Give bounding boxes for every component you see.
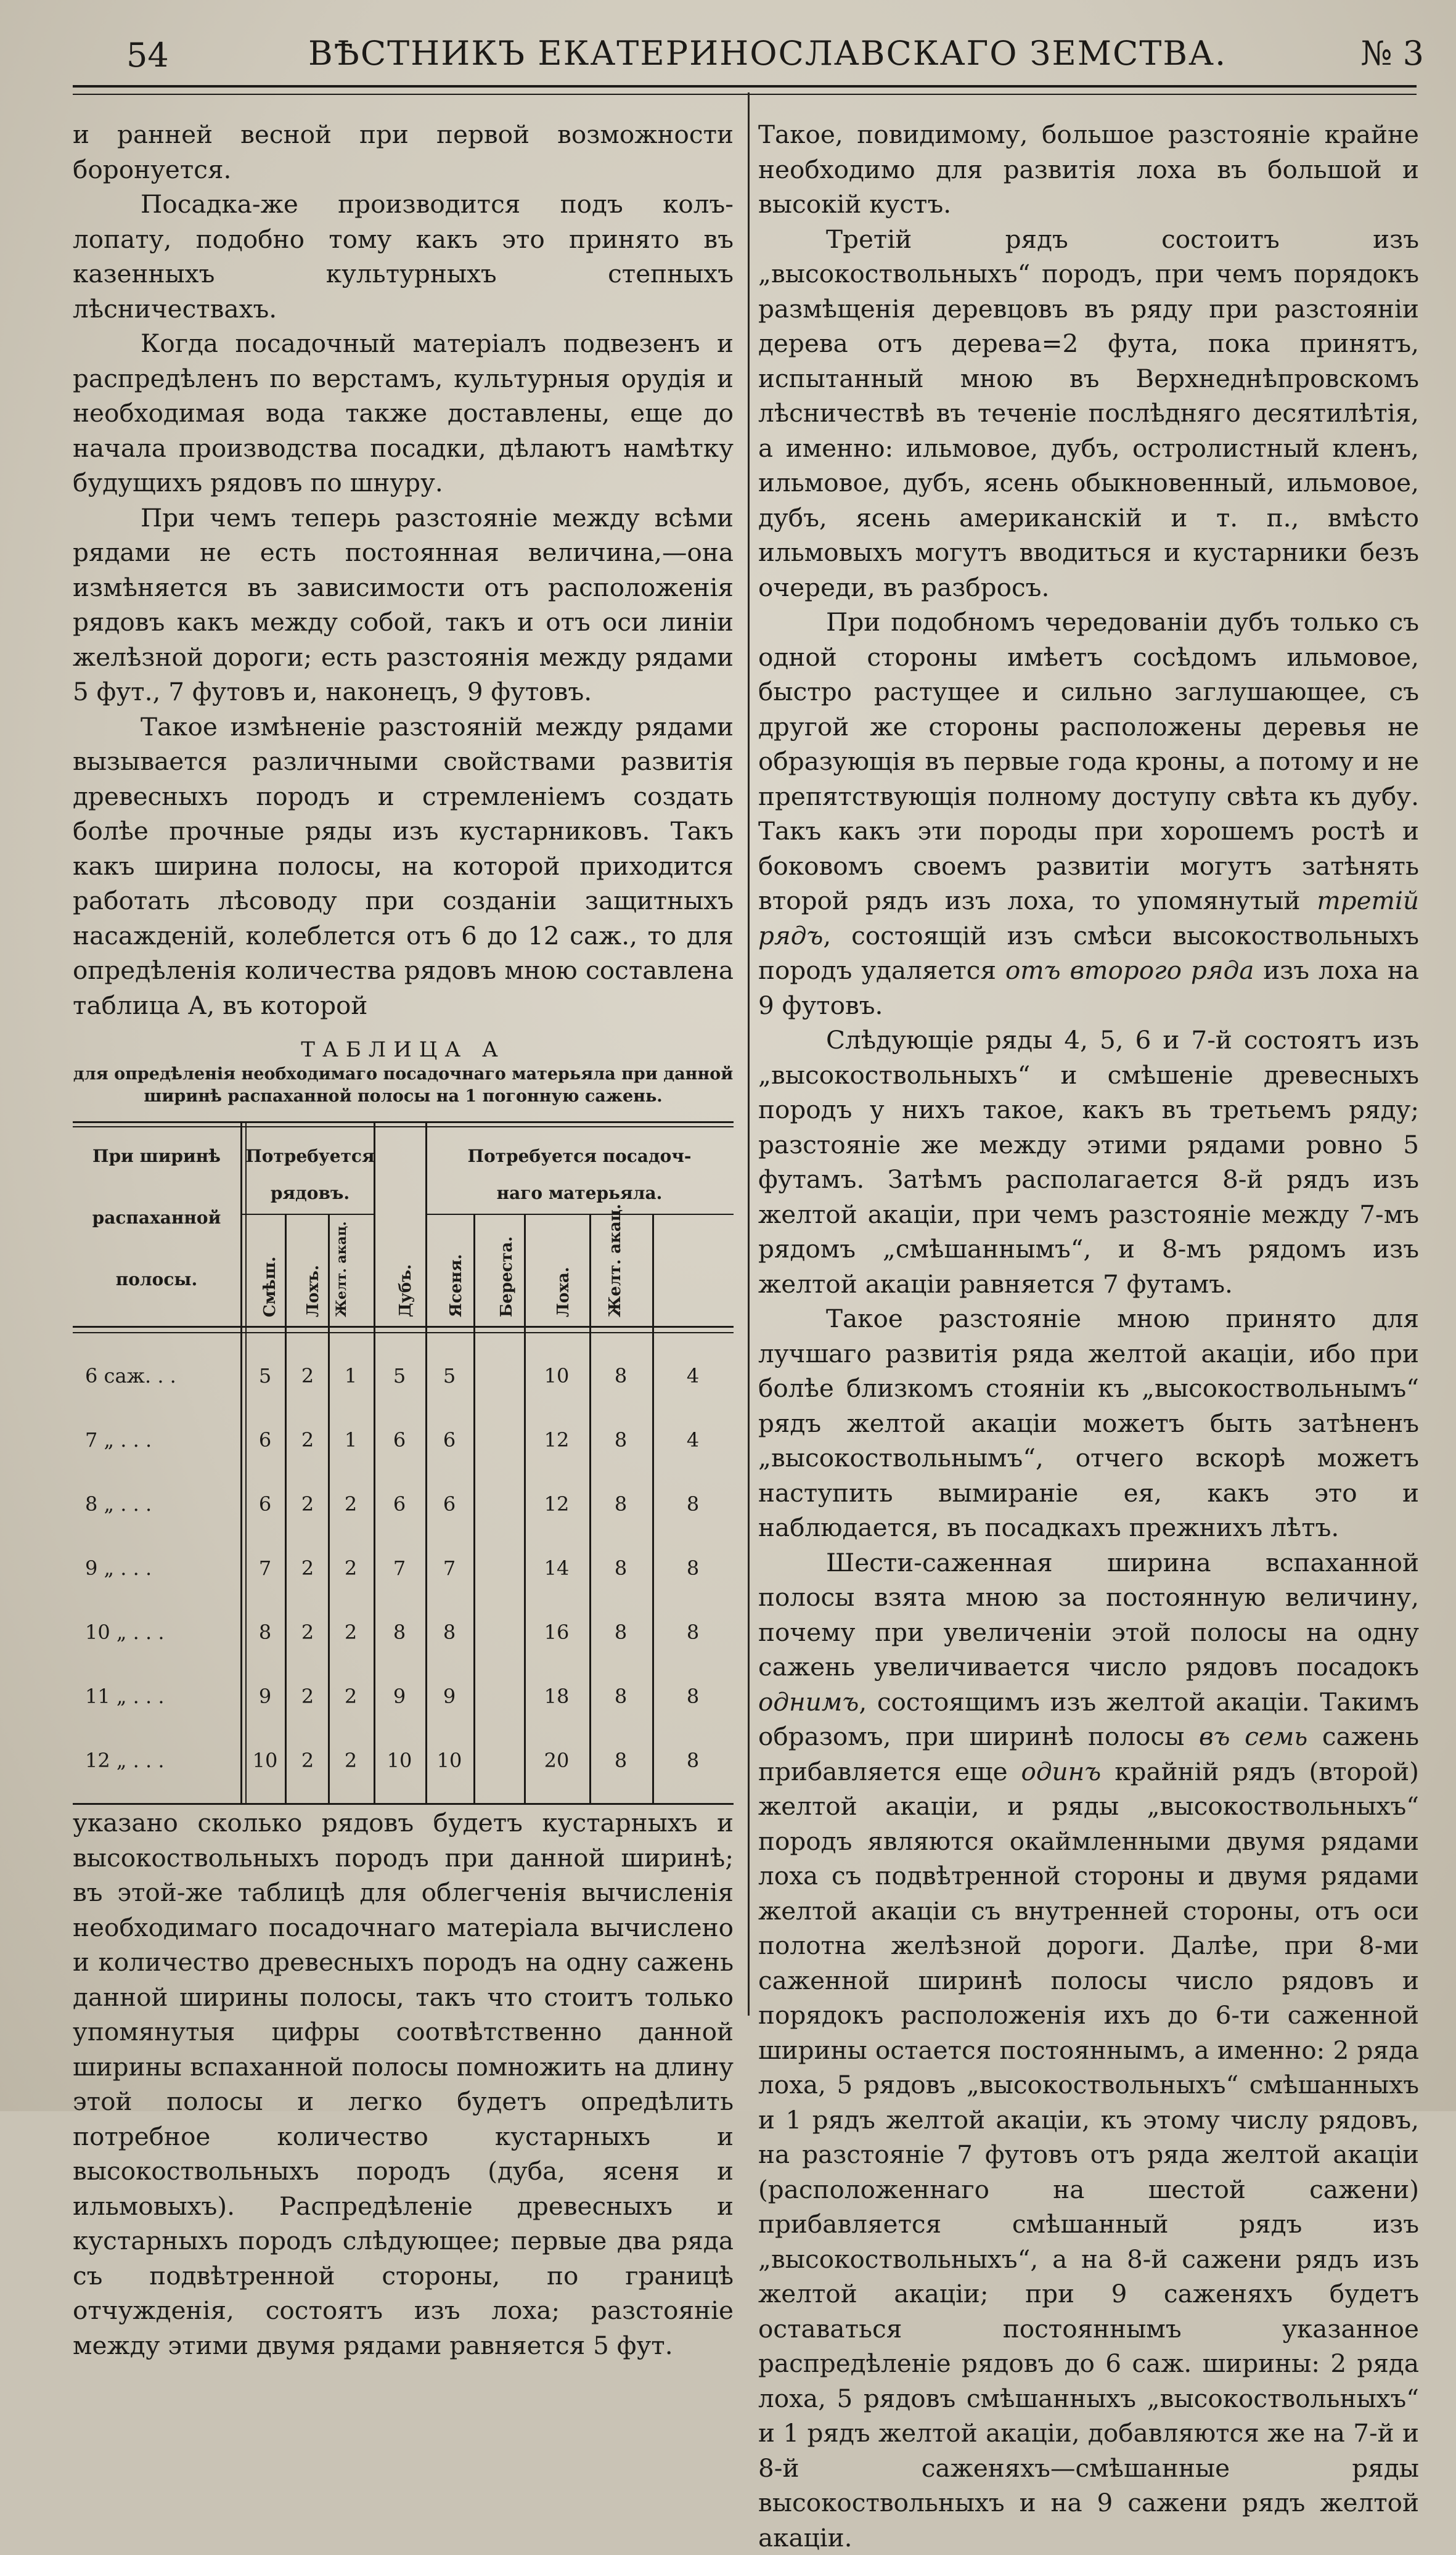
paragraph: Такое, повидимому, большое разстояніе крайне необходимо для развитія лоха въ большой и высокій кустъ. <box>758 117 1419 222</box>
table-cell: 2 <box>283 1615 332 1650</box>
table-cell: 8 <box>596 1423 645 1458</box>
table-subhead: Смѣш. <box>253 1256 288 1317</box>
text-run: , состоящій изъ смѣси высокоствольныхъ породъ удаляется <box>758 921 1419 986</box>
table-cell: 2 <box>283 1551 332 1586</box>
table-cell: 2 <box>326 1615 375 1650</box>
table-cell: 7 <box>240 1551 290 1586</box>
table-cell: 4 <box>668 1359 718 1394</box>
table-cell: 9 <box>425 1679 474 1714</box>
table-cell: 6 <box>240 1423 290 1458</box>
table-cell: 8 <box>596 1359 645 1394</box>
text-run: крайній рядъ (второй) желтой акаціи, и ряды „высокоствольныхъ“ породъ являются окаймленными двумя рядами лоха съ подвѣтренной стороны и двумя рядами желтой акаціи съ внутренней стороны, отъ оси полотна желѣзной дороги. Далѣе, при 8-ми саженной ширинѣ полосы число рядовъ и порядокъ расположенія ихъ до 6-ти саженной ширины остается постояннымъ, а именно: 2 ряда лоха, 5 рядовъ „высокоствольныхъ“ смѣшанныхъ и 1 рядъ желтой акаціи, къ этому числу рядовъ, на разстояніе 7 футовъ отъ ряда желтой акаціи (расположеннаго на шестой сажени) прибавляется смѣшанный рядъ изъ „высокоствольныхъ“, а на 8-й сажени рядъ изъ желтой акаціи; при 9 саженяхъ будетъ оставаться постояннымъ указанное распредѣленіе рядовъ до 6 саж. ширины: 2 ряда лоха, 5 рядовъ смѣшанныхъ „высокоствольныхъ“ и 1 рядъ желтой акаціи, добавляются же на 7-й и 8-й саженяхъ—смѣшанные ряды высокоствольныхъ и на 9 сажени рядъ желтой акаціи. <box>758 1757 1419 2553</box>
table-cell: 2 <box>283 1743 332 1778</box>
table-row-label: 7 „ . . . <box>85 1423 152 1458</box>
paragraph: Слѣдующіе ряды 4, 5, 6 и 7-й состоятъ изъ „высокоствольныхъ“ и смѣшеніе древесныхъ породъ у нихъ такое, какъ въ третьемъ ряду; разстояніе же между этими рядами ровно 5 футамъ. Затѣмъ располагается 8-й рядъ изъ желтой акаціи, при чемъ разстояніе между 7-мъ рядомъ „смѣшаннымъ“, и 8-мъ рядомъ изъ желтой акаціи равняется 7 футамъ. <box>758 1023 1419 1301</box>
page-header <box>62 18 1430 74</box>
table-subhead: Береста. <box>489 1237 525 1317</box>
table-cell: 2 <box>283 1423 332 1458</box>
italic-run: однимъ <box>758 1687 859 1717</box>
paragraph: Третій рядъ состоитъ изъ „высокоствольныхъ“ породъ, при чемъ порядокъ размѣщенія деревцовъ въ ряду при разстояніи дерева отъ дерева=2 фута, пока принятъ, испытанный мною въ Верхнеднѣпровскомъ лѣсничествѣ въ теченіе послѣдняго десятилѣтія, а именно: ильмовое, дубъ, остролистный кленъ, ильмовое, дубъ, ясень обыкновенный, ильмовое, дубъ, ясень американскій и т. п., вмѣсто ильмовыхъ могутъ вводиться и кустарники безъ очереди, въ разбросъ. <box>758 222 1419 605</box>
table-cell: 2 <box>326 1679 375 1714</box>
text-run: сажень прибавляется еще <box>758 1722 1419 1786</box>
left-column <box>73 117 734 2363</box>
table-cell: 8 <box>668 1487 718 1522</box>
table-cell: 10 <box>532 1359 581 1394</box>
table-rule <box>425 1214 734 1215</box>
table-cell: 8 <box>375 1615 424 1650</box>
table-head: Потребуется посадоч- <box>425 1146 734 1167</box>
table-cell: 8 <box>240 1615 290 1650</box>
table-rule <box>73 1121 734 1123</box>
table-cell: 8 <box>596 1551 645 1586</box>
text-run: При подобномъ чередованіи дубъ только съ одной стороны имѣетъ сосѣдомъ ильмовое, быстро растущее и сильно заглушающее, съ другой же стороны расположены деревья не образующія въ первые года кроны, а потому и не препятствующія полному доступу свѣта къ дубу. Такъ какъ эти породы при хорошемъ ростѣ и боковомъ своемъ развитіи могутъ затѣнять второй рядъ изъ лоха, то упомянутый <box>758 607 1419 915</box>
table-cell: 2 <box>283 1487 332 1522</box>
table-rule <box>589 1214 591 1803</box>
table-cell: 18 <box>532 1679 581 1714</box>
table-cell: 8 <box>668 1679 718 1714</box>
text-run: Шести-саженная ширина вспаханной полосы взята мною за постоянную величину, почему при увеличеніи этой полосы на одну сажень увеличивается число рядовъ посадокъ <box>758 1548 1419 1682</box>
table-cell: 12 <box>532 1423 581 1458</box>
table-row-label: 11 „ . . . <box>85 1679 165 1714</box>
table-subtitle: для опредѣленія необходимаго посадочнаго матерьяла при данной ширинѣ распаханной полосы на 1 погонную сажень. <box>73 1063 734 1108</box>
table-title: ТАБЛИЦА А <box>73 1036 734 1063</box>
table-cell: 14 <box>532 1551 581 1586</box>
right-column <box>758 117 1419 2555</box>
table-subhead: Дубъ. <box>388 1264 423 1317</box>
table-cell: 8 <box>596 1487 645 1522</box>
table-rule <box>73 1803 734 1805</box>
italic-run: третій рядъ <box>758 886 1419 950</box>
header-rule <box>73 85 1417 95</box>
table-cell: 10 <box>375 1743 424 1778</box>
paragraph: Такое измѣненіе разстояній между рядами вызывается различными свойствами развитія древесныхъ породъ и стремленіемъ создать болѣе прочные ряды изъ кустарниковъ. Такъ какъ ширина полосы, на которой приходится работать лѣсоводу при созданіи защитныхъ насажденій, колеблется отъ 6 до 12 саж., то для опредѣленія количества рядовъ мною составлена таблица А, въ которой <box>73 709 734 1023</box>
paragraph <box>758 605 1419 1023</box>
table-cell: 8 <box>668 1615 718 1650</box>
table-cell: 7 <box>375 1551 424 1586</box>
table-cell: 6 <box>375 1423 424 1458</box>
table-cell: 2 <box>283 1679 332 1714</box>
table-cell: 10 <box>240 1743 290 1778</box>
issue-number: № 3 <box>1360 34 1424 73</box>
table-cell: 9 <box>240 1679 290 1714</box>
table-row-label: 10 „ . . . <box>85 1615 165 1650</box>
table-cell: 9 <box>375 1679 424 1714</box>
table-cell: 5 <box>425 1359 474 1394</box>
italic-run: въ семь <box>1199 1722 1307 1751</box>
table-rule <box>652 1214 654 1803</box>
table-cell: 8 <box>596 1615 645 1650</box>
table-cell: 4 <box>668 1423 718 1458</box>
text-after-table <box>73 1805 734 2363</box>
table-row-label: 12 „ . . . <box>85 1743 165 1778</box>
paragraph: Посадка-же производится подъ колъ-лопату, подобно тому какъ это принято въ казенныхъ культурныхъ степныхъ лѣсничествахъ. <box>73 187 734 326</box>
table-cell: 12 <box>532 1487 581 1522</box>
table-cell: 7 <box>425 1551 474 1586</box>
table-cell: 5 <box>375 1359 424 1394</box>
table-cell: 2 <box>326 1743 375 1778</box>
table-cell: 8 <box>596 1743 645 1778</box>
text-run: изъ лоха на 9 футовъ. <box>758 955 1419 1020</box>
table-subhead: Желт. акац. <box>598 1204 633 1317</box>
table-row-label: 8 „ . . . <box>85 1487 152 1522</box>
text-run: , состоящимъ изъ желтой акаціи. Такимъ образомъ, при ширинѣ полосы <box>758 1687 1419 1752</box>
table-head: При ширинѣ <box>73 1146 240 1167</box>
table-subhead: Лоха. <box>546 1267 581 1317</box>
table-head: рядовъ. <box>245 1183 375 1204</box>
table-rule <box>73 1326 734 1328</box>
journal-title: ВѢСТНИКЪ ЕКАТЕРИНОСЛАВСКАГО ЗЕМСТВА. <box>308 34 1227 73</box>
table-a <box>73 1121 734 1805</box>
table-cell: 8 <box>668 1743 718 1778</box>
table-cell: 6 <box>375 1487 424 1522</box>
page-number: 54 <box>126 36 169 75</box>
table-row-label: 9 „ . . . <box>85 1551 152 1586</box>
table-subhead: Желт. акац. <box>334 1219 349 1317</box>
table-cell: 5 <box>240 1359 290 1394</box>
table-head: полосы. <box>73 1269 240 1290</box>
table-cell: 6 <box>240 1487 290 1522</box>
table-cell: 8 <box>596 1679 645 1714</box>
paragraph: Когда посадочный матеріалъ подвезенъ и распредѣленъ по верстамъ, культурныя орудія и необходимая вода также доставлены, еще до начала производства посадки, дѣлаютъ намѣтку будущихъ рядовъ по шнуру. <box>73 326 734 501</box>
table-cell: 8 <box>425 1615 474 1650</box>
table-head: Потребуется <box>245 1146 375 1167</box>
table-cell: 6 <box>425 1423 474 1458</box>
table-cell: 8 <box>668 1551 718 1586</box>
table-subhead: Лохъ. <box>296 1265 331 1317</box>
table-rule <box>73 1332 734 1333</box>
paragraph: При чемъ теперь разстояніе между всѣми рядами не есть постоянная величина,—она измѣняется въ зависимости отъ расположенія рядовъ какъ между собой, такъ и отъ оси линіи желѣзной дороги; есть разстоянія между рядами 5 фут., 7 футовъ и, наконецъ, 9 футовъ. <box>73 501 734 709</box>
paragraph <box>758 1545 1419 2555</box>
column-divider <box>748 92 750 2016</box>
paragraph: Такое разстояніе мною принято для лучшаго развитія ряда желтой акаціи, ибо при болѣе близкомъ стояніи къ „высокоствольнымъ“ рядъ желтой акаціи можетъ быть затѣненъ „высокоствольнымъ“, отчего вскорѣ можетъ наступить вымираніе ея, какъ это и наблюдается, въ посадкахъ прежнихъ лѣтъ. <box>758 1301 1419 1545</box>
table-subhead: Ясеня. <box>439 1254 474 1317</box>
table-cell: 1 <box>326 1359 375 1394</box>
table-rule <box>240 1214 375 1215</box>
table-rule <box>73 1126 734 1127</box>
italic-run: одинъ <box>1021 1757 1102 1786</box>
paragraph: указано сколько рядовъ будетъ кустарныхъ и высокоствольныхъ породъ при данной ширинѣ; въ этой-же таблицѣ для облегченія вычисленія необходимаго посадочнаго матеріала вычислено и количество древесныхъ породъ на одну сажень данной ширины полосы, такъ что стоитъ только упомянутыя цифры соотвѣтственно данной ширины вспаханной полосы помножить на длину этой полосы и легко будетъ опредѣлить потребное количество кустарныхъ и высокоствольныхъ породъ (дуба, ясеня и ильмовыхъ). Распредѣленіе древесныхъ и кустарныхъ породъ слѣдующее; первые два ряда съ подвѣтренной стороны, по границѣ отчужденія, состоятъ изъ лоха; разстояніе между этими двумя рядами равняется 5 фут. <box>73 1805 734 2363</box>
table-cell: 2 <box>283 1359 332 1394</box>
table-cell: 1 <box>326 1423 375 1458</box>
table-row-label: 6 саж. . . <box>85 1359 176 1394</box>
table-cell: 20 <box>532 1743 581 1778</box>
table-head: наго матерьяла. <box>425 1183 734 1204</box>
table-head: распаханной <box>73 1208 240 1228</box>
table-cell: 2 <box>326 1487 375 1522</box>
table-cell: 2 <box>326 1551 375 1586</box>
table-cell: 6 <box>425 1487 474 1522</box>
italic-run: отъ второго ряда <box>1005 955 1254 985</box>
paragraph: и ранней весной при первой возможности боронуется. <box>73 117 734 187</box>
table-cell: 16 <box>532 1615 581 1650</box>
table-cell: 10 <box>425 1743 474 1778</box>
